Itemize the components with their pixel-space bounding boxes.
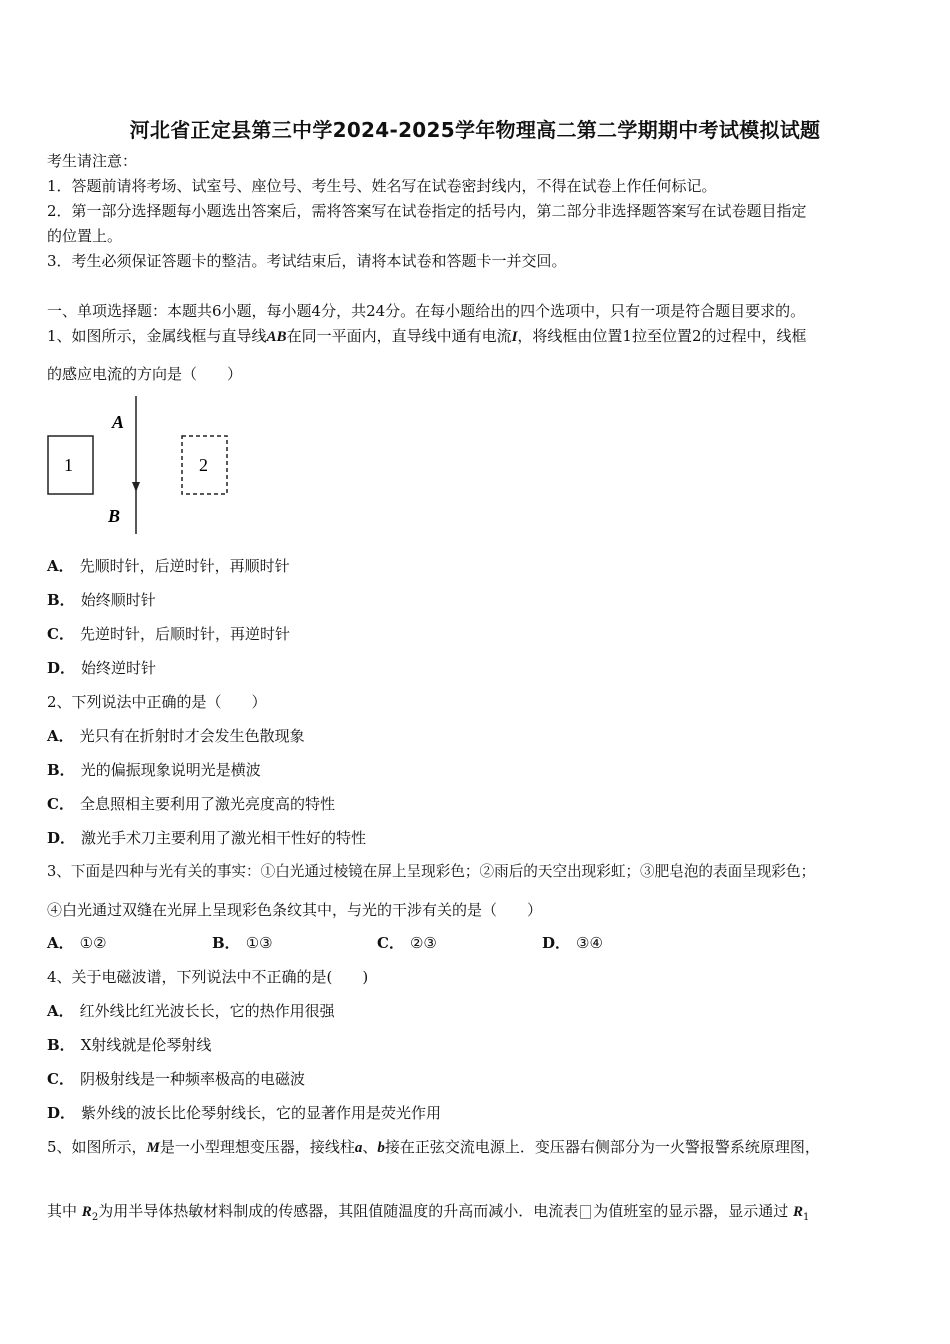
- q1-option-b: B． 始终顺时针: [47, 591, 156, 609]
- q2-option-a: A． 光只有在折射时才会发生色散现象: [47, 727, 305, 745]
- section-heading: 一、单项选择题：本题共6小题，每小题4分，共24分。在每小题给出的四个选项中，只有一项是符合题目要求的。: [47, 302, 806, 320]
- q1-stem: 1、如图所示，金属线框与直导线AB在同一平面内，直导线中通有电流I，将线框由位置1拉至位置2的过程中，线框: [47, 327, 807, 345]
- q4-option-c: C． 阴极射线是一种频率极高的电磁波: [47, 1070, 305, 1088]
- q3-option-c: C． ②③: [377, 934, 437, 952]
- q5-stem-line1: 5、如图所示，M是一小型理想变压器，接线柱a、b接在正弦交流电源上．变压器右侧部分为一火警报警系统原理图，: [47, 1138, 820, 1156]
- q4-stem: 4、关于电磁波谱，下列说法中不正确的是( ): [47, 968, 369, 986]
- current-arrow: [132, 482, 140, 492]
- label-a: A: [112, 412, 125, 432]
- q2-stem: 2、下列说法中正确的是（ ）: [47, 693, 267, 711]
- q2-option-d: D． 激光手术刀主要利用了激光相干性好的特性: [47, 829, 367, 847]
- q4-option-a: A． 红外线比红光波长长，它的热作用很强: [47, 1002, 335, 1020]
- var-ab: AB: [266, 329, 287, 345]
- q3-stem-line1: 3、下面是四种与光有关的事实：①白光通过棱镜在屏上呈现彩色；②雨后的天空出现彩虹；③肥皂泡的表面呈现彩色；: [47, 863, 816, 880]
- notice-item-2: 2．第一部分选择题每小题选出答案后，需将答案写在试卷指定的括号内，第二部分非选择题答案写在试卷题目指定: [47, 202, 807, 220]
- q3-options: [47, 932, 647, 952]
- page-title: 河北省正定县第三中学2024-2025学年物理高二第二学期期中考试模拟试题: [129, 118, 821, 142]
- q1-option-d: D． 始终逆时针: [47, 659, 157, 677]
- q3-option-a: A． ①②: [47, 934, 107, 952]
- label-b: B: [108, 506, 121, 526]
- var-r2: R: [81, 1204, 92, 1220]
- var-i: I: [511, 329, 518, 345]
- notice-item-1: 1．答题前请将考场、试室号、座位号、考生号、姓名写在试卷密封线内，不得在试卷上作任何标记。: [47, 177, 717, 195]
- ammeter-icon: [580, 1205, 591, 1219]
- frame-1-label: 1: [64, 455, 73, 475]
- notice-item-2-cont: 的位置上。: [47, 227, 123, 245]
- q1-figure: [40, 392, 260, 542]
- q2-option-c: C． 全息照相主要利用了激光亮度高的特性: [47, 795, 335, 813]
- var-b: b: [377, 1140, 385, 1156]
- notice-item-3: 3．考生必须保证答题卡的整洁。考试结束后，请将本试卷和答题卡一并交回。: [47, 252, 567, 270]
- q1-option-c: C． 先逆时针，后顺时针，再逆时针: [47, 625, 290, 643]
- q4-option-d: D． 紫外线的波长比伦琴射线长，它的显著作用是荧光作用: [47, 1104, 442, 1122]
- var-a: a: [354, 1140, 363, 1156]
- q3-option-d: D． ③④: [542, 934, 603, 952]
- q3-stem-line2: ④白光通过双缝在光屏上呈现彩色条纹其中，与光的干涉有关的是（ ）: [47, 901, 543, 919]
- q1-stem-line2: 的感应电流的方向是（ ）: [47, 365, 243, 383]
- q5-stem-line2: 其中 $R_2$为用半导体热敏材料制成的传感器，其阻值随温度的升高而减小．电流表 为值班室的显示器，显示通过 $R_1$: [47, 1202, 810, 1223]
- q4-option-b: B． X射线就是伦琴射线: [47, 1036, 212, 1054]
- frame-2-label: 2: [199, 455, 208, 475]
- var-m: M: [146, 1140, 160, 1156]
- notice-heading: 考生请注意：: [47, 152, 138, 170]
- q3-option-b: B． ①③: [212, 934, 273, 952]
- q2-option-b: B． 光的偏振现象说明光是横波: [47, 761, 261, 779]
- q1-option-a: A． 先顺时针，后逆时针，再顺时针: [47, 557, 290, 575]
- var-r1: R: [793, 1204, 804, 1220]
